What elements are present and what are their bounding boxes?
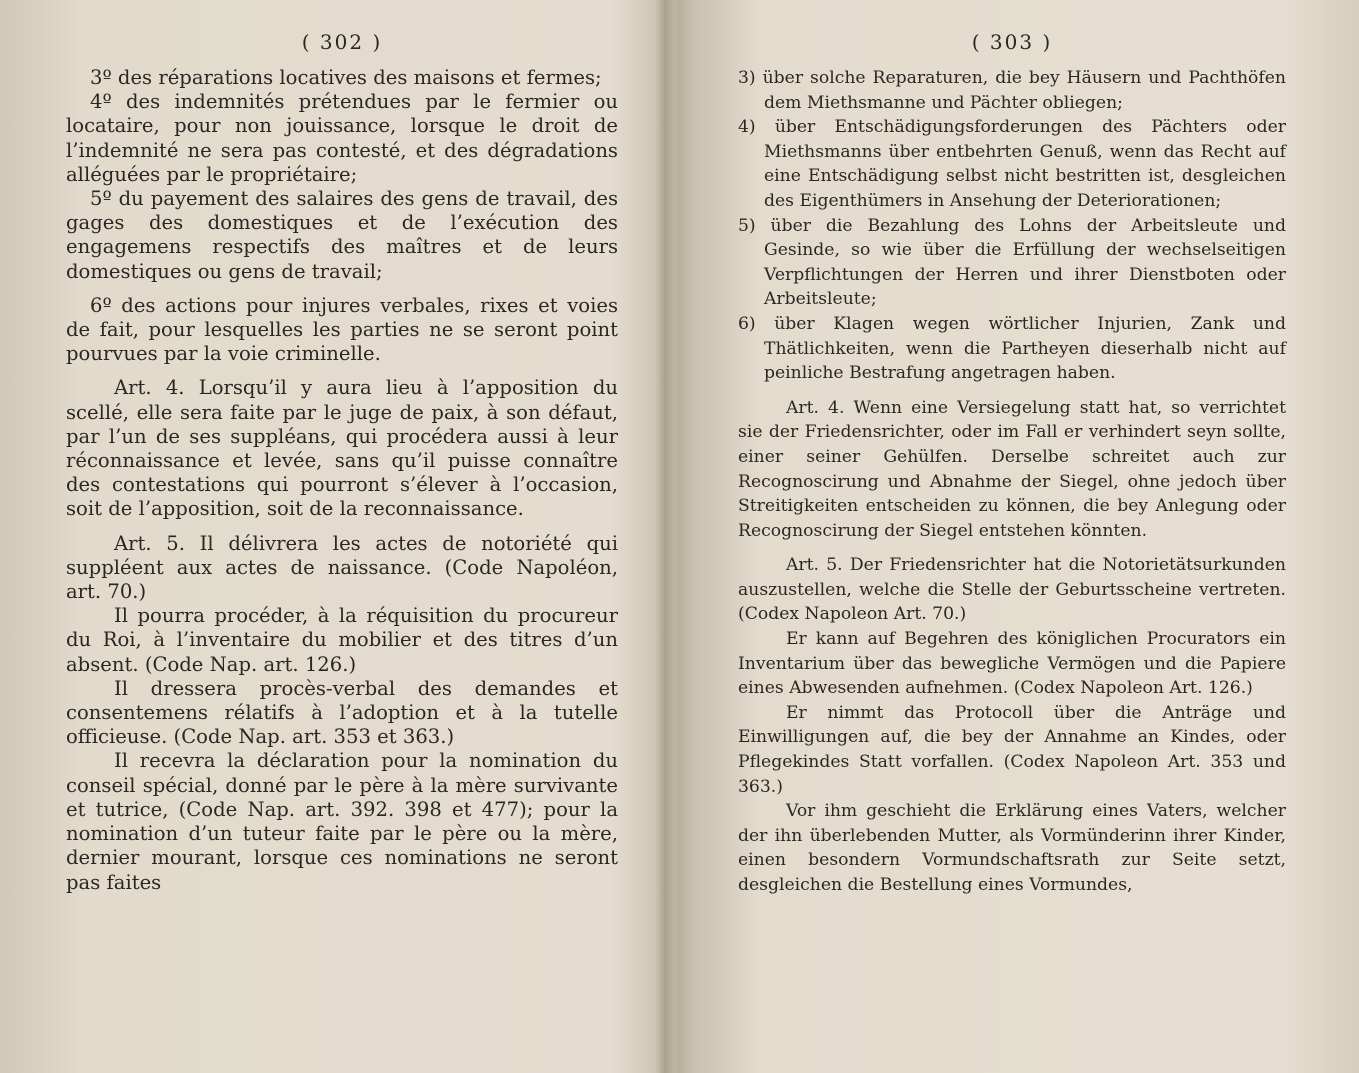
paragraph: Il recevra la déclaration pour la nomination du conseil spécial, donné par le père à la mère survivante et tutrice, (Code Nap. art. 392. 398 et 477); pour la nomination d’un tuteur faite par le père ou la mère, dernier mourant, lorsque ces nominations ne seront pas faites bbox=[66, 749, 618, 894]
paragraph-art-5: Art. 5. Der Friedensrichter hat die Notorietätsurkunden auszustellen, welche die Stelle der Geburtsscheine vertreten. (Codex Napoleon Art. 70.) bbox=[738, 555, 1286, 625]
page-number-left: ( 302 ) bbox=[301, 30, 383, 54]
page-number-right: ( 303 ) bbox=[971, 30, 1053, 54]
paragraph: Er nimmt das Protocoll über die Anträge und Einwilligungen auf, die bey der Annahme an Kindes, oder Pflegekindes Statt vorfallen. (Codex Napoleon Art. 353 und 363.) bbox=[738, 702, 1286, 797]
paragraph: Il pourra procéder, à la réquisition du procureur du Roi, à l’inventaire du mobilier et des titres d’un absent. (Code Nap. art. 126.) bbox=[66, 604, 618, 676]
paragraph: 4) über Entschädigungsforderungen des Pächters oder Miethsmanns über entbehrten Genuß, wenn das Recht auf eine Entschädigung selbst nicht bestritten ist, desgleichen des Eigenthümers in Ansehung der Deteriorationen; bbox=[738, 117, 1286, 211]
left-page bbox=[66, 30, 618, 895]
paragraph: Vor ihm geschieht die Erklärung eines Vaters, welcher der ihn überlebenden Mutter, als Vormünderinn ihrer Kinder, einen besondern Vormundschaftsrath zur Seite setzt, desgleichen die Bestellung eines Vormundes, bbox=[738, 801, 1286, 895]
paragraph-art-4: Art. 4. Wenn eine Versiegelung statt hat, so verrichtet sie der Friedensrichter, oder im Fall er verhindert seyn sollte, einer seiner Gehülfen. Derselbe schreitet auch zur Recognoscirung und Abnahme der Siegel, ohne jedoch über Streitigkeiten entscheiden zu können, die bey Anlegung oder Recognoscirung der Siegel entstehen könnten. bbox=[738, 397, 1286, 541]
paragraph: 4º des indemnités prétendues par le fermier ou locataire, pour non jouissance, lorsque le droit de l’indemnité ne sera pas contesté, et des dégradations alléguées par le propriétaire; bbox=[66, 90, 618, 186]
paragraph: Er kann auf Begehren des königlichen Procurators ein Inventarium über das bewegliche Vermögen und die Papiere eines Abwesenden aufnehmen. (Codex Napoleon Art. 126.) bbox=[738, 629, 1286, 699]
paragraph: Il dressera procès-verbal des demandes et consentemens rélatifs à l’adoption et à la tutelle officieuse. (Code Nap. art. 353 et 363.) bbox=[66, 676, 618, 749]
paragraph: 3) über solche Reparaturen, die bey Häusern und Pachthöfen dem Miethsmanne und Pächter obliegen; bbox=[738, 68, 1286, 113]
paragraph: 5) über die Bezahlung des Lohns der Arbeitsleute und Gesinde, so wie über die Erfüllung der wechselseitigen Verpflichtungen der Herren und ihrer Dienstboten oder Arbeitsleute; bbox=[738, 215, 1286, 310]
paragraph: 5º du payement des salaires des gens de travail, des gages des domestiques et de l’exécution des engagemens respectifs des maîtres et de leurs domestiques ou gens de travail; bbox=[66, 187, 618, 283]
paragraph: 6) über Klagen wegen wörtlicher Injurien, Zank und Thätlichkeiten, wenn die Partheyen dieserhalb nicht auf peinliche Bestrafung angetragen haben. bbox=[738, 313, 1286, 384]
book-gutter bbox=[655, 0, 675, 1073]
right-page-text bbox=[738, 66, 1286, 898]
paragraph-art-4: Art. 4. Lorsqu’il y aura lieu à l’apposition du scellé, elle sera faite par le juge de paix, à son défaut, par l’un de ses suppléans, qui procédera aussi à leur réconnaissance et levée, sans qu’il puisse connaître des contestations qui pourront s’élever à l’occasion, soit de l’apposition, soit de la reconnaissance. bbox=[66, 376, 618, 521]
paragraph-art-5: Art. 5. Il délivrera les actes de notoriété qui suppléent aux actes de naissance. (Code Napoléon, art. 70.) bbox=[66, 531, 618, 604]
left-page-text bbox=[66, 66, 618, 895]
paragraph: 3º des réparations locatives des maisons et fermes; bbox=[90, 66, 602, 89]
right-page bbox=[738, 30, 1286, 898]
paragraph: 6º des actions pour injures verbales, rixes et voies de fait, pour lesquelles les parties ne se seront point pourvues par la voie criminelle. bbox=[66, 293, 618, 366]
